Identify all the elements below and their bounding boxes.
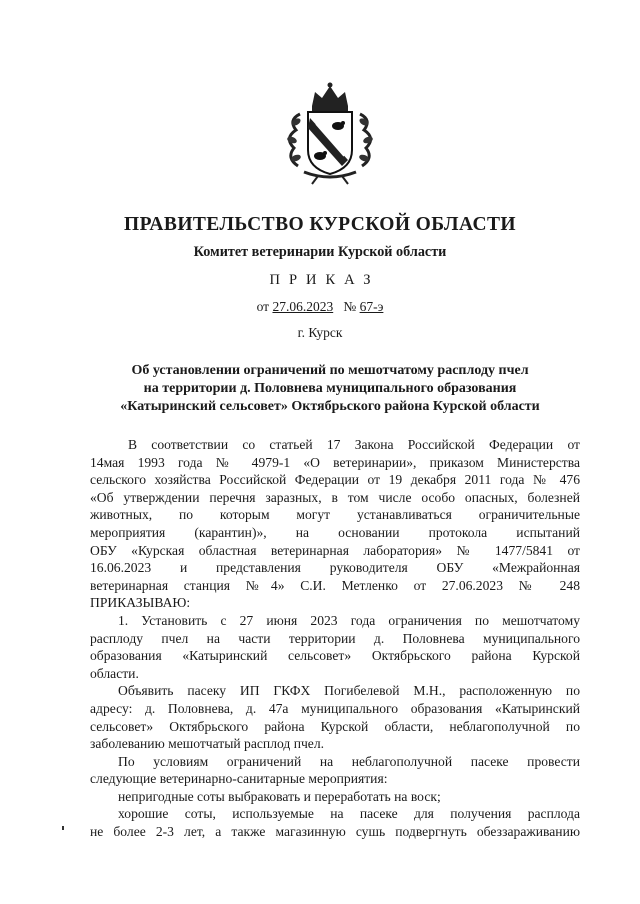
body-line: сельского хозяйства Российской Федерации от 19 декабря 2011 года № 476	[90, 472, 580, 488]
body-line-decree: ПРИКАЗЫВАЮ:	[90, 595, 191, 611]
body-line: сельсовет» Октябрьского района Курской области, неблагополучной по	[90, 718, 580, 734]
body-line: хорошие соты, используемые на пасеке для получения расплода	[118, 806, 580, 822]
number-prefix: №	[343, 299, 357, 314]
order-number: 67-э	[359, 299, 384, 314]
body-line: следующие ветеринарно-санитарные мероприятия:	[90, 771, 388, 787]
subject-line: на территории д. Половнева муниципального образования	[143, 381, 517, 396]
city: г. Курск	[297, 325, 343, 340]
order-date: 27.06.2023	[272, 299, 334, 314]
committee-name: Комитет ветеринарии Курской области	[193, 244, 447, 260]
body-line: адресу: д. Половнева, д. 47а муниципального образования «Катыринский	[90, 700, 580, 716]
subject-line: Об установлении ограничений по мешотчатому расплоду пчел	[131, 363, 529, 378]
body-line: образования «Катыринский сельсовет» Октябрьского района Курской	[90, 648, 580, 664]
subject-line: «Катыринский сельсовет» Октябрьского района Курской области	[120, 399, 540, 414]
body-line: расплоду пчел на части территории д. Половнева муниципального	[90, 630, 580, 646]
government-title: ПРАВИТЕЛЬСТВО КУРСКОЙ ОБЛАСТИ	[124, 214, 516, 235]
body-line: непригодные соты выбраковать и переработать на воск;	[118, 788, 441, 804]
date-prefix: от	[256, 299, 270, 314]
body-line: заболеванию мешотчатый расплод пчел.	[90, 736, 325, 752]
body-line: «Об утверждении перечня заразных, в том числе особо опасных, болезней	[90, 489, 580, 505]
scan-margin-mark	[62, 826, 64, 830]
kursk-coat-of-arms-emblem	[282, 82, 378, 186]
document-type: ПРИКАЗ	[269, 272, 380, 288]
order-subject	[90, 362, 570, 416]
body-line: животных, по которым могут устанавливаться ограничительные	[90, 507, 580, 523]
body-line: 14мая 1993 года № 4979-1 «О ветеринарии», приказом Министерства	[90, 454, 580, 470]
body-line: ветеринарная станция №4» С.И. Метленко от 27.06.2023 № 248	[90, 577, 580, 593]
body-line: По условиям ограничений на неблагополучной пасеке провести	[118, 753, 580, 769]
body-line: ОБУ «Курская областная ветеринарная лаборатория» № 1477/5841 от	[90, 542, 580, 558]
order-body	[90, 436, 580, 841]
order-date-number	[0, 299, 640, 315]
body-line: В соответствии со статьей 17 Закона Российской Федерации от	[128, 437, 580, 452]
body-line: Объявить пасеку ИП ГКФХ Погибелевой М.Н., расположенную по	[118, 683, 580, 699]
body-line: области.	[90, 665, 139, 681]
body-line: мероприятия (карантин)», на основании протокола испытаний	[90, 524, 580, 540]
body-line: не более 2-3 лет, а также магазинную сушь подвергнуть обеззараживанию	[90, 824, 580, 840]
body-line: 16.06.2023 и представления руководителя ОБУ «Межрайонная	[90, 560, 580, 576]
body-line: 1. Установить с 27 июня 2023 года ограничения по мешотчатому	[118, 612, 580, 628]
